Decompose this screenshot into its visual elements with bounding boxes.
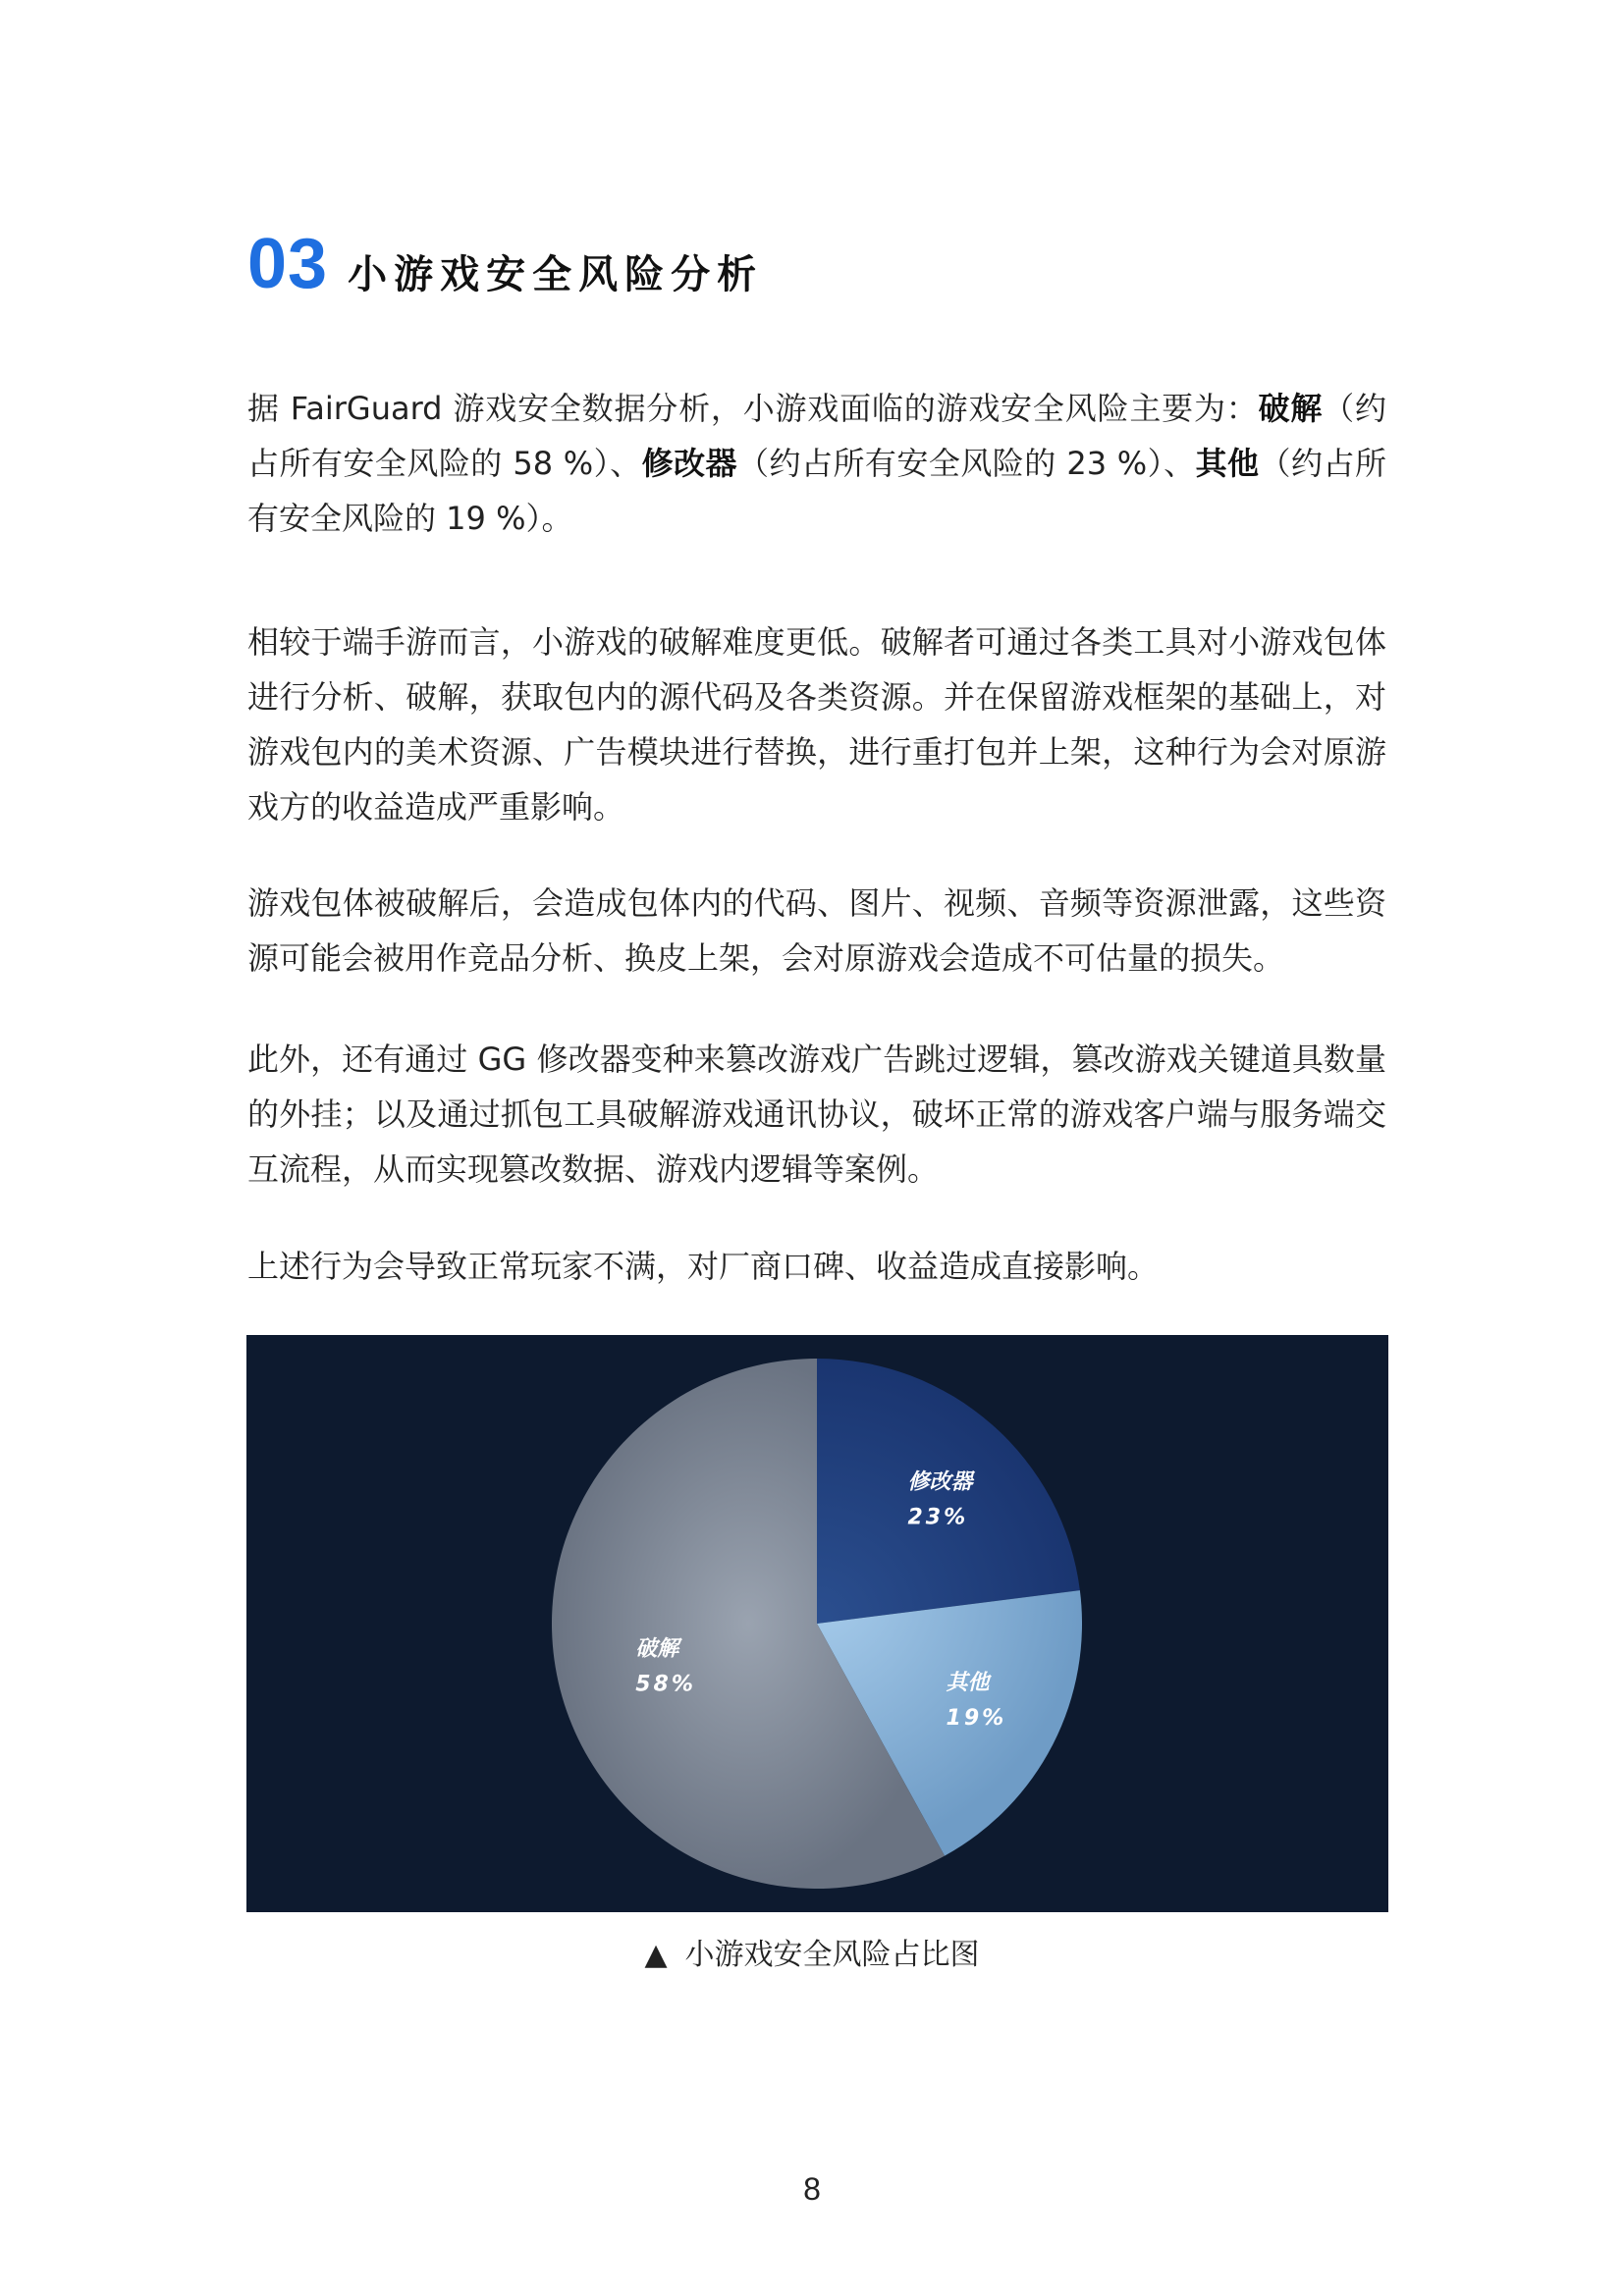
page-number: 8 [803, 2171, 821, 2207]
pie-label-other: 其他 19% [946, 1671, 1007, 1732]
intro-bold-modifier: 修改器 [641, 445, 738, 482]
intro-bold-crack: 破解 [1258, 390, 1324, 427]
figure-caption [0, 1930, 1624, 1973]
paragraph-intro [247, 381, 1386, 546]
intro-text-1: 据 FairGuard 游戏安全数据分析，小游戏面临的游戏安全风险主要为： [247, 390, 1259, 427]
caption-text: 小游戏安全风险占比图 [684, 1938, 980, 1972]
intro-text-3: （约占所有安全风险的 23 %）、 [737, 445, 1196, 482]
paragraph-resource-leak: 游戏包体被破解后，会造成包体内的代码、图片、视频、音频等资源泄露，这些资源可能会被用作竞品分析、换皮上架，会对原游戏会造成不可估量的损失。 [247, 884, 1386, 977]
section-number: 03 [247, 225, 329, 303]
paragraph-crack-difficulty: 相较于端手游而言，小游戏的破解难度更低。破解者可通过各类工具对小游戏包体进行分析、破解，获取包内的源代码及各类资源。并在保留游戏框架的基础上，对游戏包内的美术资源、广告模块进行替换，进行重打包并上架，这种行为会对原游戏方的收益造成严重影响。 [247, 623, 1386, 826]
section-title: 小游戏安全风险分析 [348, 252, 764, 297]
pie-label-modifier: 修改器 23% [907, 1469, 973, 1530]
intro-bold-other: 其他 [1195, 445, 1260, 482]
intro-text-4: （约占所有安全风险的 19 %）。 [247, 445, 1386, 537]
pie-chart-svg [246, 1335, 1388, 1912]
section-heading [247, 224, 763, 304]
triangle-icon: ▲ [644, 1938, 668, 1972]
paragraph-modifier-cases: 此外，还有通过 GG 修改器变种来篡改游戏广告跳过逻辑，篡改游戏关键道具数量的外挂；以及通过抓包工具破解游戏通讯协议，破坏正常的游戏客户端与服务端交互流程，从而实现篡改数据、游戏内逻辑等案例。 [247, 1041, 1386, 1188]
paragraph-impact: 上述行为会导致正常玩家不满，对厂商口碑、收益造成直接影响。 [247, 1248, 1160, 1285]
pie-chart [246, 1335, 1388, 1912]
pie-label-crack: 破解 58% [635, 1636, 696, 1697]
intro-text-2: （约占所有安全风险的 58 %）、 [247, 390, 1386, 482]
